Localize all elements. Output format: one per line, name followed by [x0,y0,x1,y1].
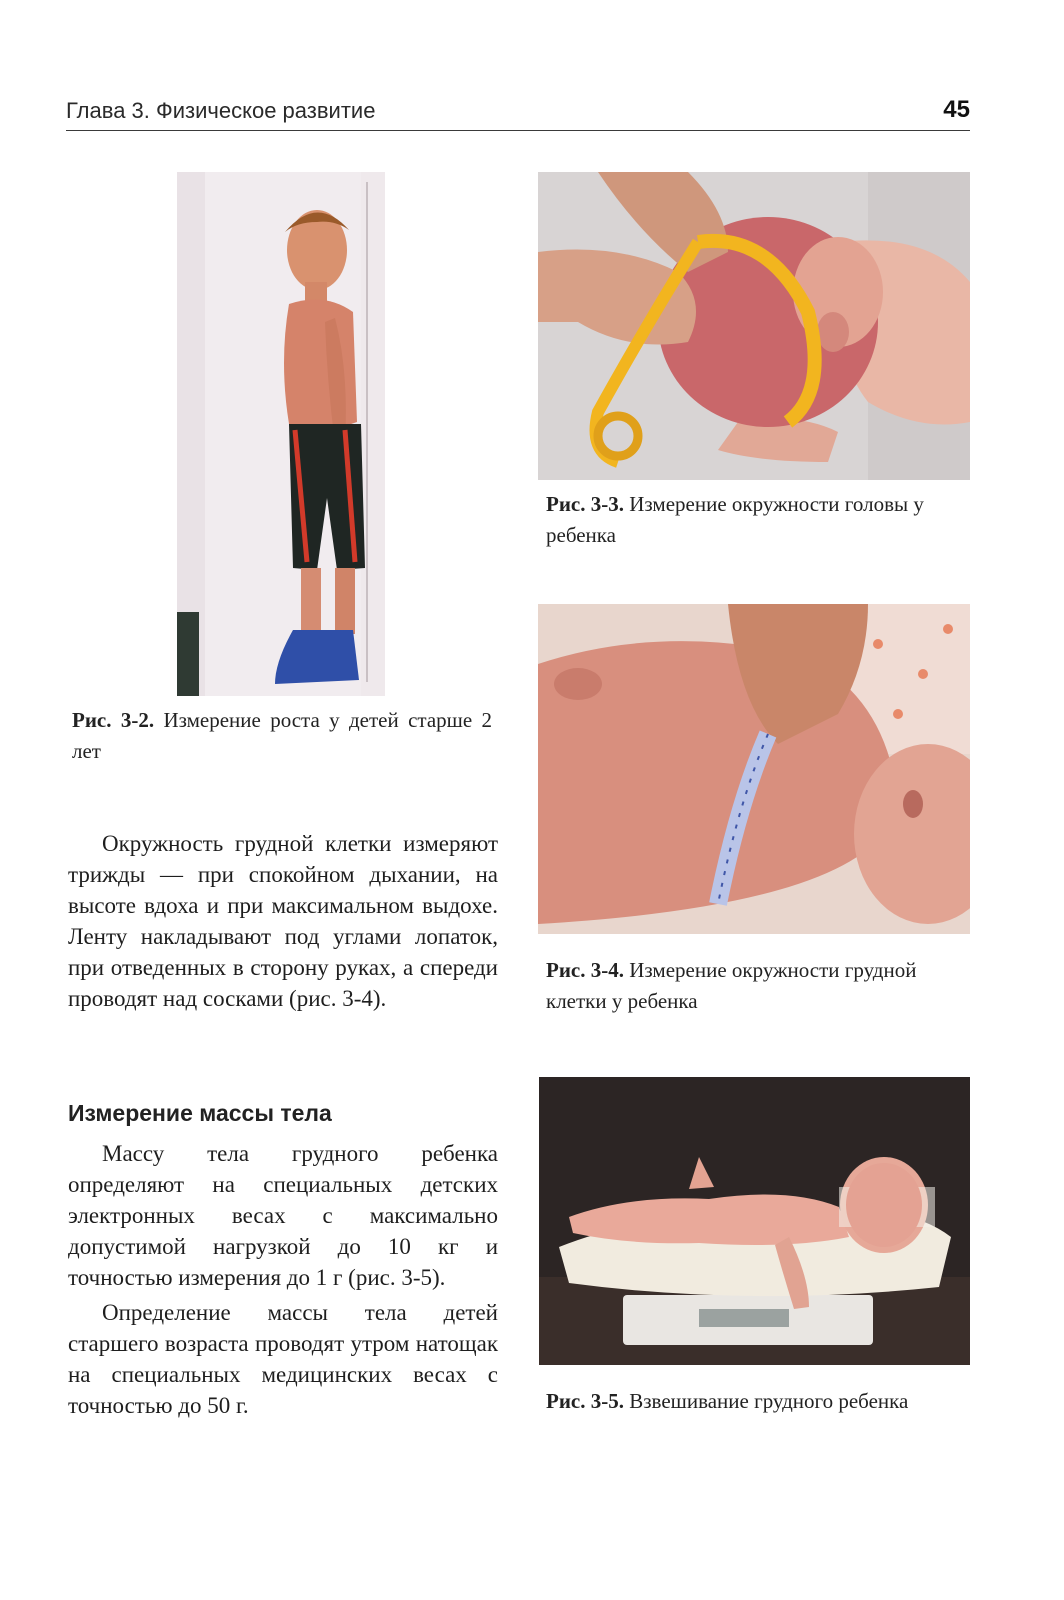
figure-3-5-text: Взвешивание грудного ребенка [629,1389,909,1413]
figure-3-3-text: Измерение окружности головы у ребенка [546,492,924,547]
figure-3-2-photo [177,172,385,696]
figure-3-5-number: Рис. 3-5. [546,1389,624,1413]
figure-3-4-text: Измерение окружности грудной клетки у ребенка [546,958,917,1013]
page-number: 45 [943,96,970,123]
figure-3-3-photo [538,172,970,480]
figure-3-5-photo [539,1077,970,1365]
figure-3-3-number: Рис. 3-3. [546,492,624,516]
body-column-bottom [68,1138,498,1421]
paragraph-infant-weighing: Массу тела грудного ребенка определяют на специальных детских электронных весах с максимально допустимой нагрузкой до 10 кг и точностью измерения до 1 г (рис. 3-5). [68,1141,498,1290]
figure-3-3-caption [546,489,966,551]
body-column-top [68,828,498,1014]
figure-3-4-photo [538,604,970,934]
figure-3-5-caption [546,1386,966,1417]
section-heading-body-mass: Измерение массы тела [68,1100,332,1126]
figure-3-4-caption [546,955,966,1017]
figure-3-4-number: Рис. 3-4. [546,958,624,982]
figure-3-2-text: Измерение роста у детей старше 2 лет [72,708,492,763]
figure-3-2-caption [72,705,492,767]
chapter-title: Глава 3. Физическое развитие [66,98,376,123]
paragraph-older-children-weighing: Определение массы тела детей старшего возраста проводят утром натощак на специальных медицинских весах с точностью до 50 г. [68,1300,498,1418]
running-header [66,96,970,131]
paragraph-chest-measurement: Окружность грудной клетки измеряют трижды — при спокойном дыхании, на высоте вдоха и при максимальном выдохе. Ленту накладывают под углами лопаток, при отведенных в сторону руках, а спереди проводят над сосками (рис. 3-4). [68,831,498,1011]
figure-3-2-number: Рис. 3-2. [72,708,155,732]
